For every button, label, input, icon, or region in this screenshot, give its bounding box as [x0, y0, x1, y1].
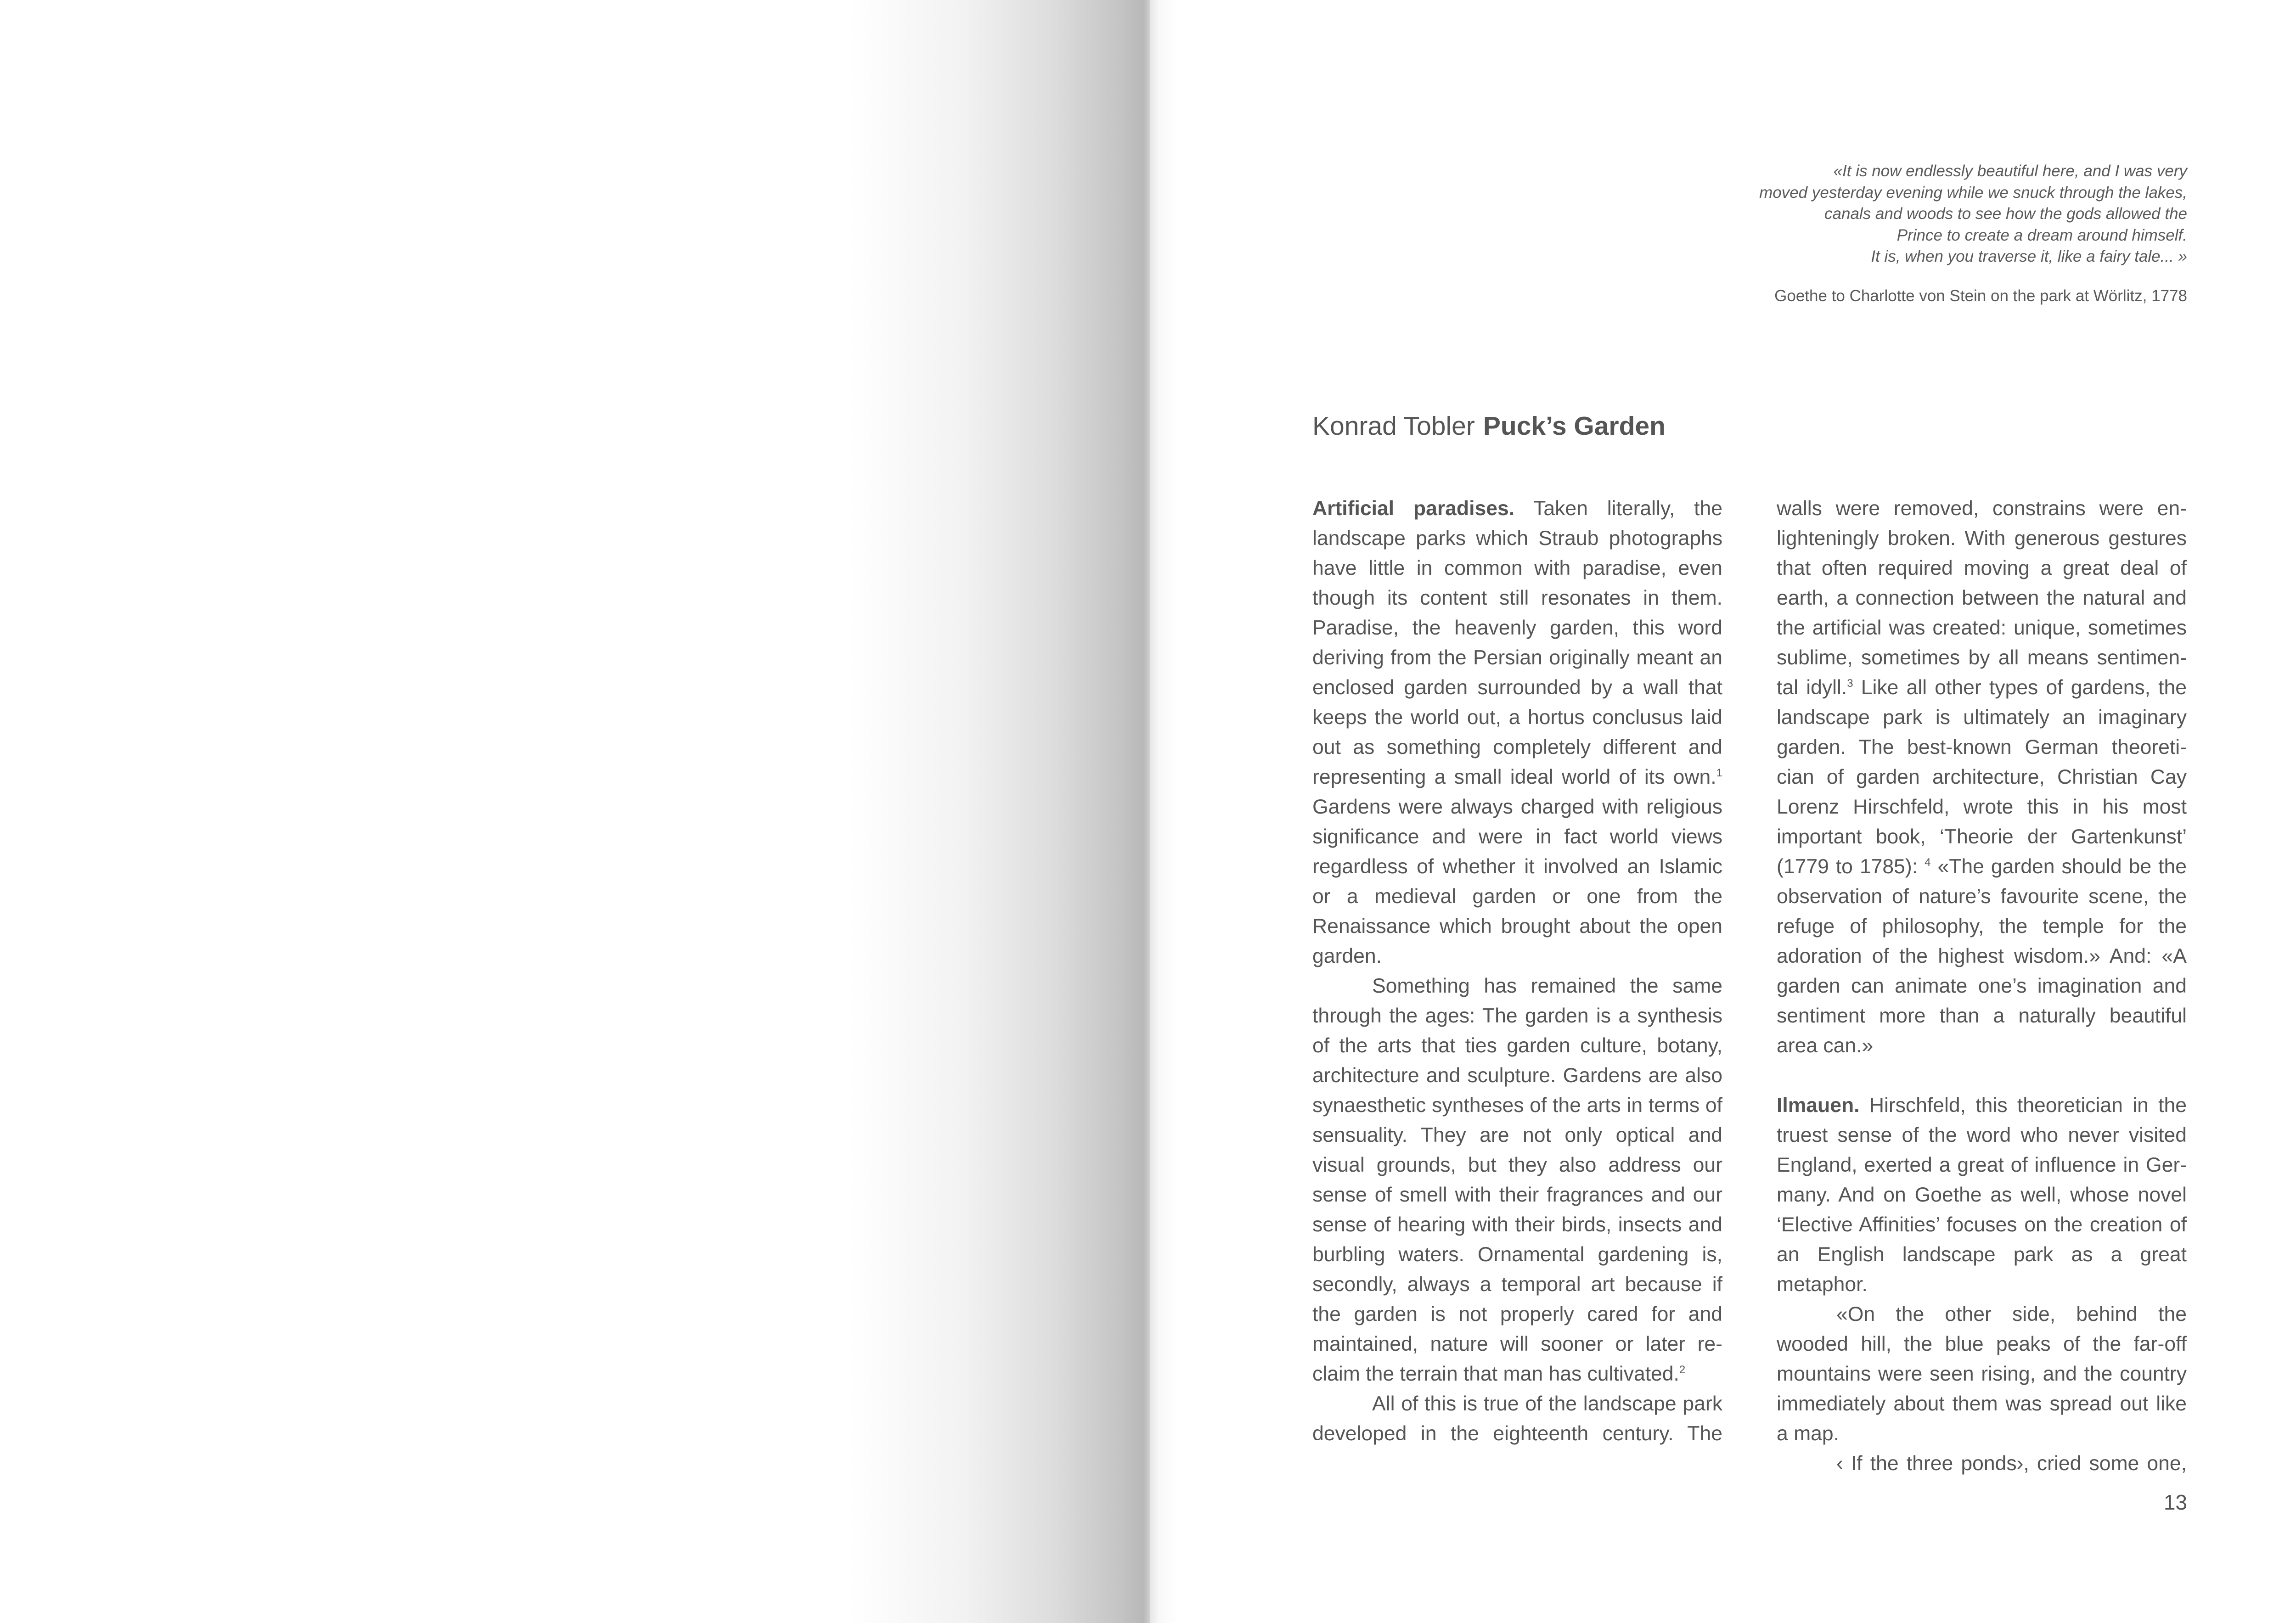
paragraph-text: Like all other types of gardens, the landscape park is ultimately an imaginary garden. The best-known German theoretician of garden architecture, Christian Cay Lorenz Hirschfeld, wrote this in his most important book, ‘Theorie der Gartenkunst’ (1779 to 1785): — [1777, 676, 2187, 878]
footnote-marker: 3 — [1847, 677, 1853, 690]
chapter-title: Puck’s Garden — [1483, 411, 1666, 441]
footnote-marker: 1 — [1716, 767, 1722, 779]
epigraph-line: «It is now endlessly beautiful here, and I was very — [1833, 162, 2187, 180]
paragraph: «On the other side, behind the wooded hill, the blue peaks of the far-off mountains were seen rising, and the country immediately about them was spread out like a map. — [1777, 1303, 2187, 1445]
epigraph-line: Prince to create a dream around himself. — [1896, 226, 2187, 244]
epigraph-line: It is, when you traverse it, like a fairy tale... » — [1871, 247, 2187, 265]
paragraph — [1312, 494, 1722, 971]
paragraph-text: walls were removed, constrains were enlighteningly broken. With generous gestures that often required moving a great deal of earth, a connection between the natural and the artificial was created: unique, sometimes sublime, sometimes by all means sentimental idyll. — [1777, 497, 2187, 699]
paragraph — [1777, 494, 2187, 1061]
epigraph-quote — [1636, 161, 2187, 268]
paragraph-text: Something has remained the same through the ages: The garden is a synthesis of the arts that ties garden culture, botany, architecture and sculpture. Gardens are also synaesthetic syntheses of the arts in terms of sensuality. They are not only optical and visual grounds, but they also address our sense of smell with their fragrances and our sense of hearing with their birds, insects and burbling waters. Ornamental gardening is, secondly, always a temporal art because if the garden is not properly cared for and maintained, nature will sooner or later reclaim the terrain that man has cultivated. — [1312, 975, 1722, 1385]
paragraph — [1312, 971, 1722, 1389]
epigraph-source: Goethe to Charlotte von Stein on the park at Wörlitz, 1778 — [1774, 287, 2187, 305]
author-name: Konrad Tobler — [1312, 411, 1475, 441]
paragraph: ‹ If the three ponds›, cried some one, — [1836, 1452, 2187, 1475]
section-lead: Artificial paradises. — [1312, 497, 1515, 520]
page-number: 13 — [2163, 1490, 2187, 1514]
epigraph-line: moved yesterday evening while we snuck through the lakes, — [1759, 183, 2187, 202]
text-column-2 — [1777, 494, 2187, 1478]
paragraph-text: Hirschfeld, this theoretician in the truest sense of the word who never visited England, exerted a great of influence in Germany. And on Goethe as well, whose novel ‘Elective Affinities’ focuses on the creation of an English landscape park as a great metaphor. — [1777, 1094, 2187, 1296]
footnote-marker: 4 — [1925, 856, 1931, 869]
footnote-marker: 2 — [1679, 1364, 1686, 1376]
paragraph-text: Gardens were always charged with religious significance and were in fact world views regardless of whether it involved an Islamic or a medieval garden or one from the Renaissance which brought about the open garden. — [1312, 796, 1722, 967]
paragraph-text: «The garden should be the observation of nature’s favourite scene, the refuge of philosophy, the temple for the adoration of the highest wisdom.» And: «A garden can animate one’s imagination and sentiment more than a naturally beautiful area can.» — [1777, 855, 2187, 1057]
chapter-heading — [1312, 411, 1666, 441]
paragraph-text: Taken literally, the landscape parks which Straub photographs have little in common with paradise, even though its content still resonates in them. Paradise, the heavenly garden, this word deriving from the Persian originally meant an enclosed garden surrounded by a wall that keeps the world out, a hortus conclusus laid out as something completely different and representing a small ideal world of its own. — [1312, 497, 1722, 788]
paragraph: All of this is true of the landscape park developed in the eighteenth century. The — [1312, 1393, 1722, 1445]
section-lead: Ilmauen. — [1777, 1094, 1860, 1117]
epigraph-line: canals and woods to see how the gods allowed the — [1824, 205, 2187, 223]
text-column-1 — [1312, 494, 1722, 1449]
paragraph — [1777, 1090, 2187, 1299]
